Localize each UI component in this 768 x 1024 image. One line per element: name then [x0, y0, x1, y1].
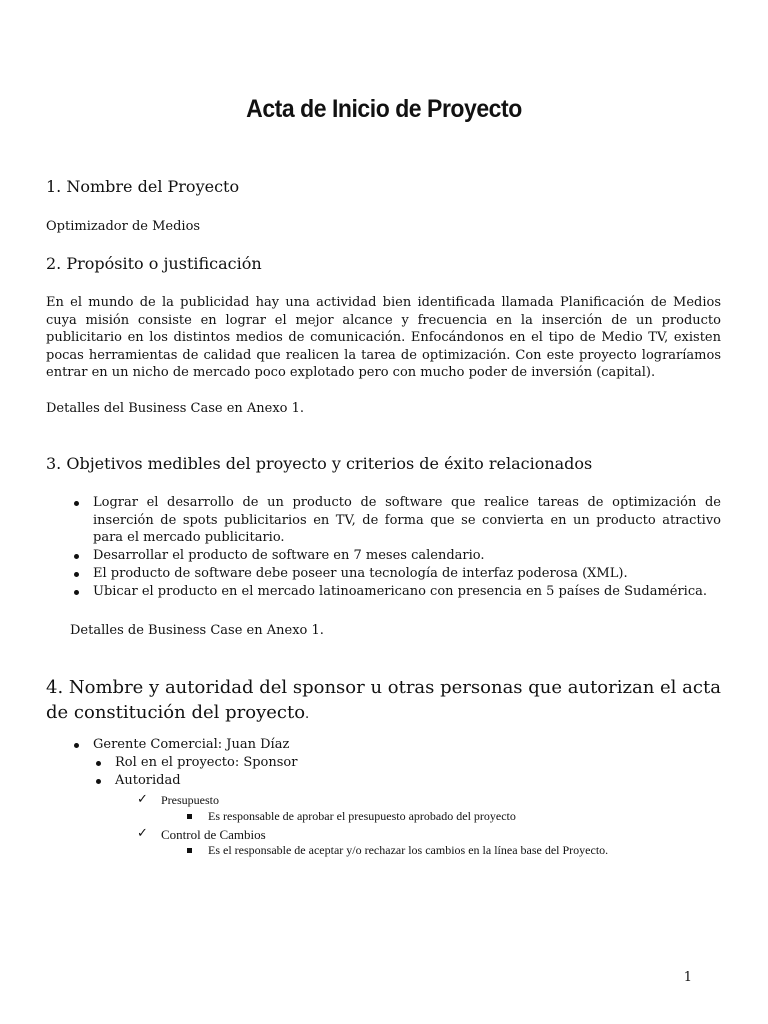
bullet-icon: [96, 761, 101, 766]
section-1-heading: 1. Nombre del Proyecto: [46, 177, 240, 196]
page-number: 1: [683, 970, 692, 985]
objective-item: El producto de software debe poseer una tecnología de interfaz poderosa (XML).: [93, 566, 628, 581]
bullet-icon: [74, 590, 79, 595]
section-4-heading-end: .: [305, 707, 310, 722]
document-title: Acta de Inicio de Proyecto: [246, 95, 522, 123]
section-4-heading: [46, 675, 736, 727]
objective-item: Desarrollar el producto de software en 7 meses calendario.: [93, 548, 485, 563]
square-bullet-icon: [187, 848, 192, 853]
checkmark-icon: ✓: [137, 826, 148, 841]
bullet-icon: [74, 572, 79, 577]
authority-change-control: Control de Cambios: [161, 827, 266, 842]
objective-item: Ubicar el producto en el mercado latinoamericano con presencia en 5 países de Sudamérica.: [93, 584, 707, 599]
sponsor-authority: Autoridad: [115, 773, 181, 788]
purpose-paragraph: En el mundo de la publicidad hay una actividad bien identificada llamada Planificación de Medios cuya misión consiste en lograr el mejor alcance y frecuencia en la inserción de un producto publicitario en los distintos medios de comunicación. Enfocándonos en el tipo de Medio TV, existen pocas herramientas de calidad que realicen la tarea de optimización. Con este proyecto lograríamos entrar en un nicho de mercado poco explotado pero con mucho poder de inversión (capital).: [46, 295, 721, 380]
sponsor-name: Gerente Comercial: Juan Díaz: [93, 737, 290, 752]
authority-change-control-detail: Es el responsable de aceptar y/o rechazar los cambios en la línea base del Proyecto.: [208, 843, 609, 857]
sponsor-role: Rol en el proyecto: Sponsor: [115, 755, 298, 770]
bullet-icon: [74, 554, 79, 559]
authority-budget-detail: Es responsable de aprobar el presupuesto aprobado del proyecto: [208, 809, 516, 823]
objectives-details: Detalles de Business Case en Anexo 1.: [70, 623, 324, 638]
purpose-details: Detalles del Business Case en Anexo 1.: [46, 401, 305, 416]
section-2-heading: 2. Propósito o justificación: [46, 254, 262, 273]
objective-item: Lograr el desarrollo de un producto de software que realice tareas de optimización de inserción de spots publicitarios en TV, de forma que se convierta en un producto atractivo para el mercado publicitario.: [93, 495, 721, 545]
section-4-heading-text: 4. Nombre y autoridad del sponsor u otras personas que autorizan el acta de constitución del proyecto: [46, 677, 721, 723]
section-3-heading: 3. Objetivos medibles del proyecto y criterios de éxito relacionados: [46, 454, 593, 473]
checkmark-icon: ✓: [137, 792, 148, 807]
bullet-icon: [74, 743, 79, 748]
project-name: Optimizador de Medios: [46, 219, 201, 234]
authority-budget: Presupuesto: [161, 793, 219, 807]
square-bullet-icon: [187, 814, 192, 819]
bullet-icon: [96, 779, 101, 784]
bullet-icon: [74, 501, 79, 506]
